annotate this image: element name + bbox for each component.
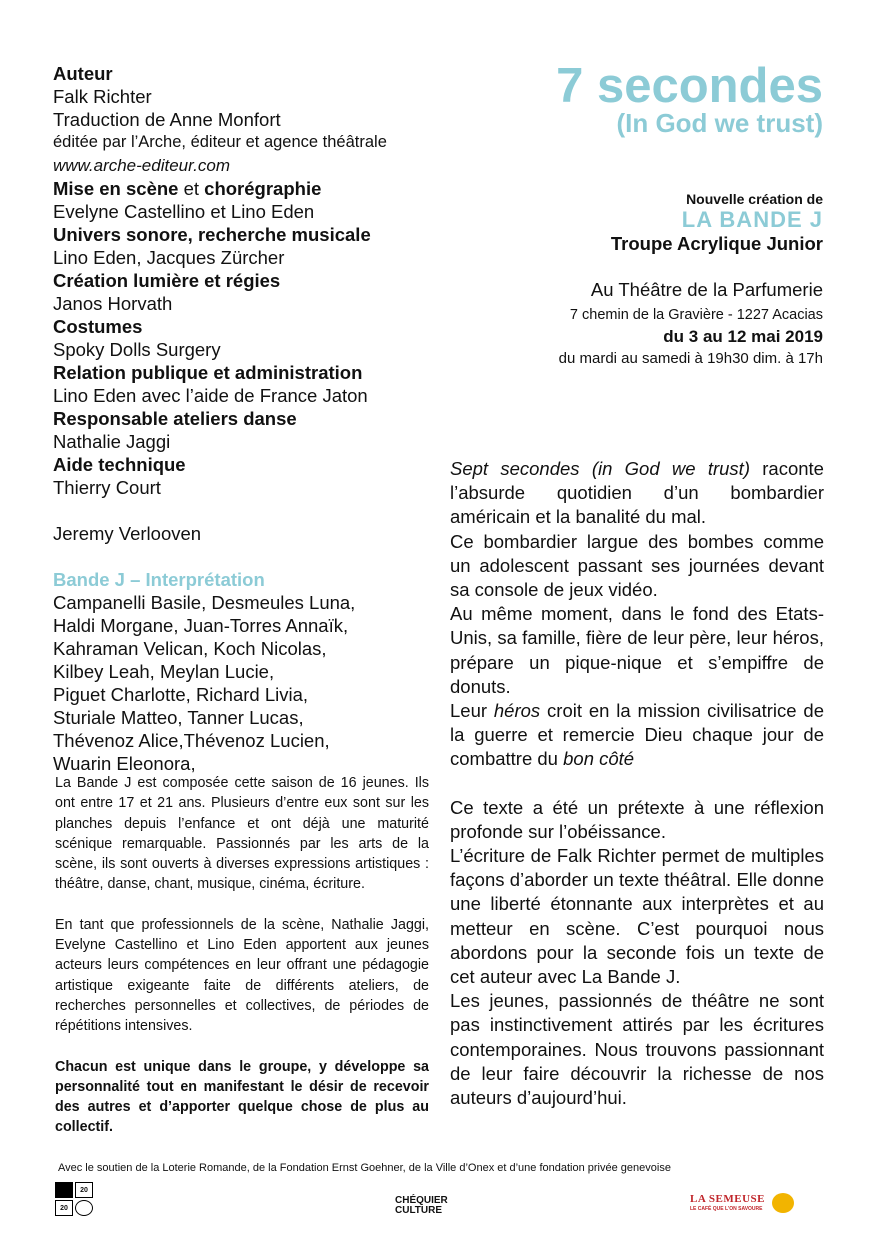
credits-column [53, 62, 453, 775]
la-semeuse-logo [690, 1193, 802, 1217]
venue-address: 7 chemin de la Gravière - 1227 Acacias [569, 307, 823, 323]
credit-value: Lino Eden, Jacques Zürcher [53, 247, 285, 268]
logo-number: 20 [55, 1200, 73, 1216]
credit-value: Nathalie Jaggi [53, 431, 171, 452]
credit-value: Janos Horvath [53, 293, 173, 314]
smiley-icon [75, 1200, 93, 1216]
sponsors-line: Avec le soutien de la Loterie Romande, de la Fondation Ernst Goehner, de la Ville d’Onex et d’une fondation privée genevoise [58, 1162, 671, 1174]
cast-line: Kilbey Leah, Meylan Lucie, [53, 661, 275, 682]
credit-value: Spoky Dolls Surgery [53, 339, 221, 360]
credit-value: Evelyne Castellino et Lino Eden [53, 201, 315, 222]
credit-value: Thierry Court [53, 477, 161, 498]
cast-line: Haldi Morgane, Juan-Torres Annaïk, [53, 615, 349, 636]
synopsis-paragraph: Ce bombardier largue des bombes comme un adolescent passant ses journées devant sa console de jeux vidéo. [450, 530, 824, 601]
synopsis-paragraph: L’écriture de Falk Richter permet de multiples façons d’aborder un texte théâtral. Elle donne une liberté étonnante aux interprètes et au metteur en scène. C’est pourquoi nous abordons pour la seconde fois un texte de cet auteur avec La Bande J. [450, 845, 824, 988]
credit-heading: Création lumière et régies [53, 270, 281, 291]
italic-word: héros [493, 700, 541, 722]
logo-text: CHÉQUIER [395, 1195, 448, 1206]
play-title-italic: Sept secondes (in God we trust) [450, 458, 750, 479]
synopsis [450, 457, 824, 1110]
credit-connector: et [178, 178, 205, 199]
logo-text: CULTURE [395, 1205, 443, 1216]
credit-value: Lino Eden avec l’aide de France Jaton [53, 385, 368, 406]
show-title [556, 60, 823, 136]
cast-line: Thévenoz Alice,Thévenoz Lucien, [53, 730, 330, 751]
synopsis-paragraph: Ce texte a été un prétexte à une réflexion profonde sur l’obéissance. [450, 796, 824, 842]
cast-line: Kahraman Velican, Koch Nicolas, [53, 638, 327, 659]
about-paragraph: En tant que professionnels de la scène, Nathalie Jaggi, Evelyne Castellino et Lino Eden apportent aux jeunes acteurs leurs compétences en leur offrant une pédagogie artistique exigeante faite de différents ateliers, de recherches personnelles et collectives, de périodes de répétitions intensives. [55, 916, 429, 1035]
title-main: 7 secondes [556, 59, 823, 113]
synopsis-paragraph [450, 699, 824, 772]
text-run: croit en la mission civilisatrice de la guerre et remercie Dieu chaque jour de combattre du [450, 700, 824, 770]
italic-word: bon côté [563, 748, 635, 770]
logo-block-icon [55, 1182, 73, 1198]
logo-brand-name: LA SEMEUSE [690, 1193, 765, 1205]
credit-heading: Costumes [53, 316, 143, 337]
production-info [463, 190, 823, 370]
venue-name: Au Théâtre de la Parfumerie [590, 279, 823, 300]
cast-line: Piguet Charlotte, Richard Livia, [53, 684, 309, 705]
cast-line: Campanelli Basile, Desmeules Luna, [53, 592, 356, 613]
loterie-logo [55, 1182, 95, 1218]
performance-times: du mardi au samedi à 19h30 dim. à 17h [558, 350, 823, 367]
spacer [53, 499, 453, 522]
title-subtitle: (In God we trust) [616, 108, 823, 138]
credit-heading: chorégraphie [204, 178, 322, 199]
credit-heading: Relation publique et administration [53, 362, 363, 383]
synopsis-paragraph: Les jeunes, passionnés de théâtre ne sont pas instinctivement attirés par les écritures contemporaines. Nous trouvons passionnant de leur faire découvrir la richesse de nos auteurs d’aujourd’hui. [450, 990, 824, 1109]
synopsis-paragraph [450, 457, 824, 530]
about-paragraph: La Bande J est composée cette saison de 16 jeunes. Ils ont entre 17 et 21 ans. Plusieurs d’entre eux sont sur les planches depuis l’enfance et ont déjà une maturité scénique remarquable. Passionnés par les arts de la scène, ils sont ouverts à diverses expressions artistiques : théâtre, danse, chant, musique, cinéma, écriture. [55, 775, 429, 893]
credit-value: éditée par l’Arche, éditeur et agence théâtrale [53, 133, 387, 151]
logo-tagline: LE CAFÉ QUE L'ON SAVOURE [690, 1206, 763, 1212]
about-paragraph-bold: Chacun est unique dans le groupe, y développe sa personnalité tout en manifestant le désir de recevoir des autres et d’apporter quelque chose de plus au collectif. [55, 1058, 429, 1136]
credit-value: Traduction de Anne Monfort [53, 109, 281, 130]
chequier-culture-logo [395, 1196, 448, 1216]
creation-label: Nouvelle création de [686, 191, 823, 207]
cast-line: Sturiale Matteo, Tanner Lucas, [53, 707, 304, 728]
logo-number: 20 [75, 1182, 93, 1198]
performance-dates: du 3 au 12 mai 2019 [663, 327, 823, 346]
company-name: LA BANDE J [681, 207, 823, 232]
credit-heading-mixed [53, 177, 453, 200]
credit-value: Falk Richter [53, 86, 152, 107]
cast-line: Wuarin Eleonora, [53, 753, 196, 774]
text-run: raconte l’absurde quotidien d’un bombardier américain et la banalité du mal. [450, 458, 824, 528]
credit-heading: Univers sonore, recherche musicale [53, 224, 371, 245]
coffee-mark-icon [772, 1193, 794, 1213]
credit-heading: Mise en scène [53, 178, 179, 199]
about-section [55, 773, 429, 1138]
synopsis-paragraph: Au même moment, dans le fond des Etats-Unis, sa famille, fière de leur père, leur héros, prépare un pique-nique et s’empiffre de donuts. [450, 603, 824, 697]
credit-heading: Aide technique [53, 454, 186, 475]
troupe-name: Troupe Acrylique Junior [610, 233, 823, 254]
credit-value: Jeremy Verlooven [53, 523, 202, 544]
credit-heading: Auteur [53, 63, 113, 84]
interpretation-heading: Bande J – Interprétation [53, 569, 265, 590]
text-run: Leur [450, 700, 494, 722]
cast-list [53, 591, 453, 775]
publisher-website: www.arche-editeur.com [53, 156, 230, 175]
credit-heading: Responsable ateliers danse [53, 408, 297, 429]
